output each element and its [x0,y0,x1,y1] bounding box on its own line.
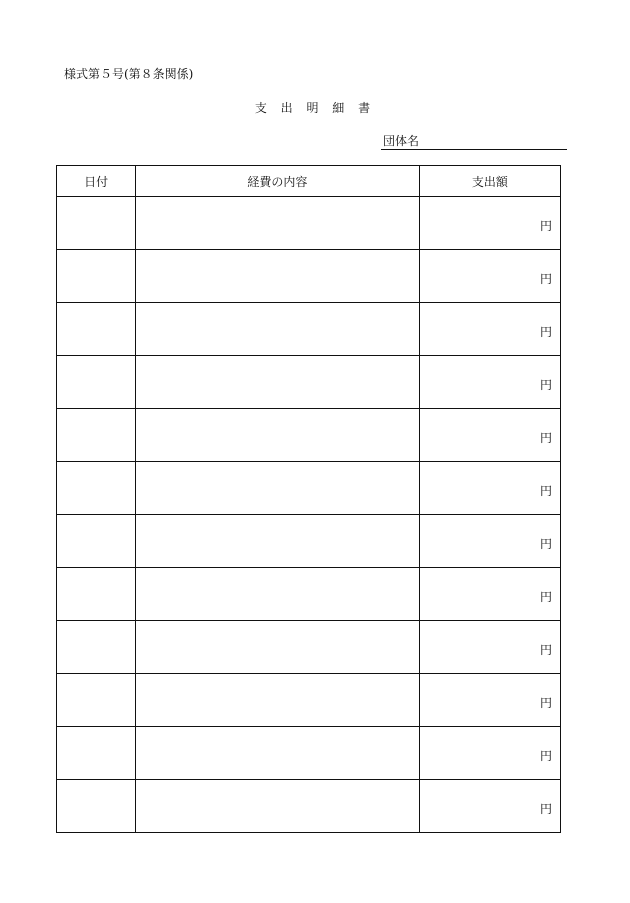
table-row [57,303,561,356]
table-row [57,197,561,250]
table-row [57,674,561,727]
description-cell[interactable] [136,780,420,833]
description-cell[interactable] [136,356,420,409]
column-header-date: 日付 [57,166,136,197]
date-cell[interactable] [57,674,136,727]
amount-cell[interactable] [419,727,560,780]
yen-unit: 円 [539,324,552,339]
table-row [57,568,561,621]
amount-cell[interactable] [419,409,560,462]
yen-unit: 円 [539,430,552,445]
date-cell[interactable] [57,197,136,250]
amount-cell[interactable] [419,674,560,727]
yen-unit: 円 [539,589,552,604]
yen-unit: 円 [539,801,552,816]
description-cell[interactable] [136,727,420,780]
description-cell[interactable] [136,568,420,621]
table-row [57,462,561,515]
table-row [57,250,561,303]
document-title: 支 出 明 細 書 [254,101,376,115]
yen-unit: 円 [539,536,552,551]
table-row [57,780,561,833]
date-cell[interactable] [57,409,136,462]
table-row [57,409,561,462]
table-body [57,197,561,833]
yen-unit: 円 [539,218,552,233]
description-cell[interactable] [136,515,420,568]
amount-cell[interactable] [419,621,560,674]
form-number: 様式第５号(第８条関係) [64,67,194,81]
organization-name-label: 団体名 [383,134,420,148]
amount-cell[interactable] [419,780,560,833]
date-cell[interactable] [57,568,136,621]
amount-cell[interactable] [419,356,560,409]
amount-cell[interactable] [419,515,560,568]
yen-unit: 円 [539,377,552,392]
yen-unit: 円 [539,695,552,710]
table-header-row [57,166,561,197]
yen-unit: 円 [539,748,552,763]
date-cell[interactable] [57,621,136,674]
description-cell[interactable] [136,250,420,303]
table-row [57,356,561,409]
date-cell[interactable] [57,303,136,356]
amount-cell[interactable] [419,303,560,356]
yen-unit: 円 [539,271,552,286]
description-cell[interactable] [136,621,420,674]
description-cell[interactable] [136,197,420,250]
date-cell[interactable] [57,780,136,833]
amount-cell[interactable] [419,197,560,250]
date-cell[interactable] [57,462,136,515]
date-cell[interactable] [57,250,136,303]
date-cell[interactable] [57,356,136,409]
table-row [57,727,561,780]
amount-cell[interactable] [419,462,560,515]
yen-unit: 円 [539,483,552,498]
description-cell[interactable] [136,462,420,515]
organization-name-field[interactable] [381,134,567,150]
description-cell[interactable] [136,674,420,727]
table-row [57,515,561,568]
yen-unit: 円 [539,642,552,657]
amount-cell[interactable] [419,250,560,303]
description-cell[interactable] [136,409,420,462]
column-header-description: 経費の内容 [136,166,420,197]
table-row [57,621,561,674]
date-cell[interactable] [57,515,136,568]
expense-statement-table [56,165,561,833]
column-header-amount: 支出額 [419,166,560,197]
amount-cell[interactable] [419,568,560,621]
description-cell[interactable] [136,303,420,356]
date-cell[interactable] [57,727,136,780]
